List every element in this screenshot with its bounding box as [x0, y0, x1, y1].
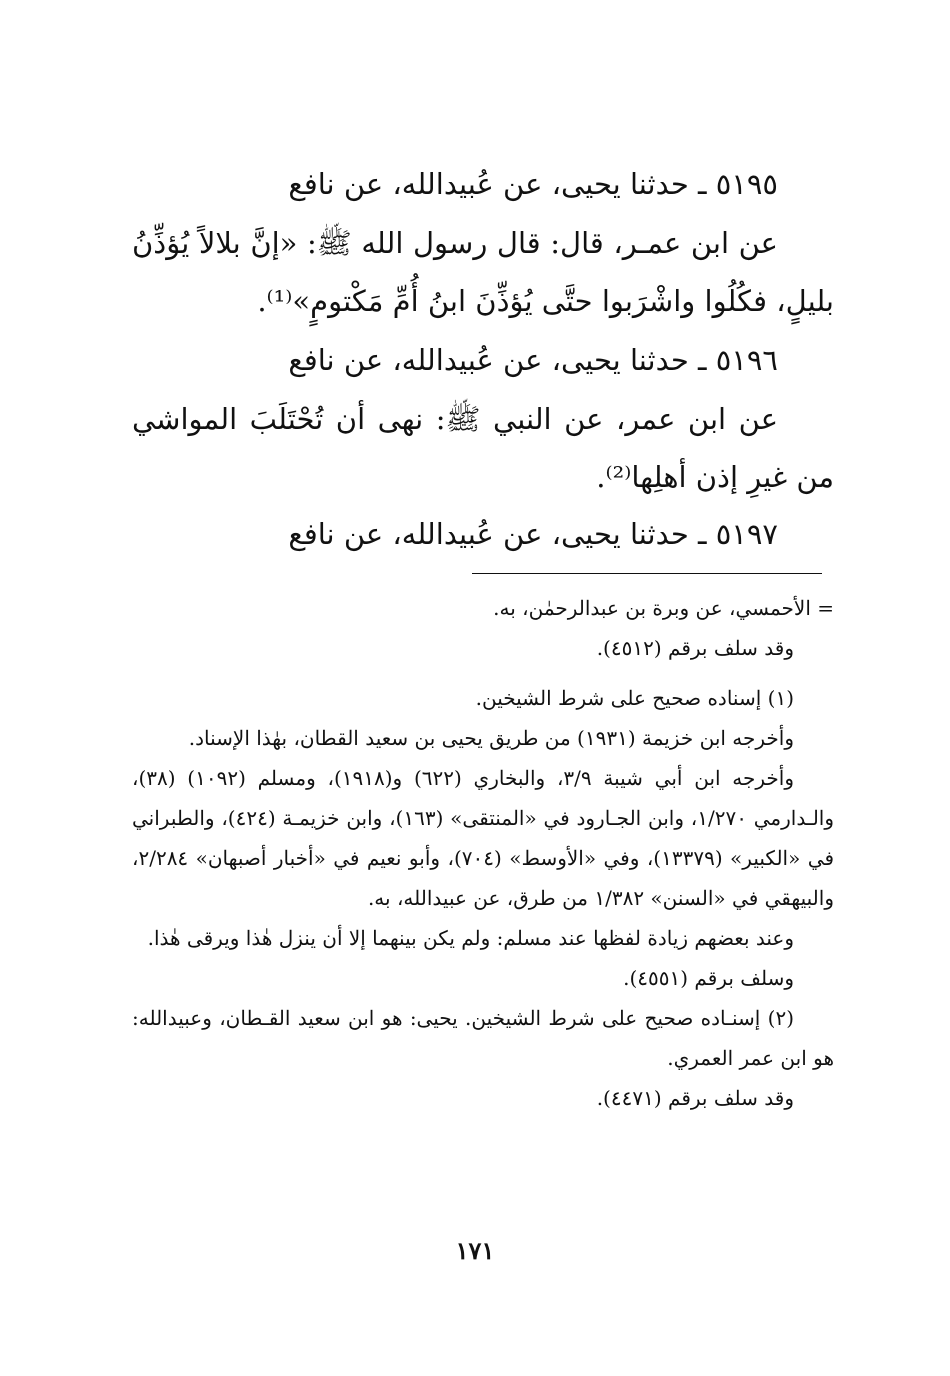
hadith-5196-text: عن ابن عمر، عن النبي ﷺ: نهى أن تُحْتَلَبَ المواشي من غيرِ إذن أهلِها⁽²⁾.	[132, 402, 834, 494]
footnote-continuation: = الأحمسي، عن وبرة بن عبدالرحمٰن، به.	[493, 596, 834, 620]
footnote-continuation-ref: وقد سلف برقم (٤٥١٢).	[596, 636, 794, 660]
hadith-5196-chain: ٥١٩٦ ـ حدثنا يحيى، عن عُبيدالله، عن نافع	[288, 343, 778, 377]
footnote-1-grade: (١) إسناده صحيح على شرط الشيخين.	[475, 686, 794, 710]
footnote-1-addition: وعند بعضهم زيادة لفظها عند مسلم: ولم يكن بينهما إلا أن ينزل هٰذا ويرقى هٰذا.	[147, 926, 794, 950]
hadith-5197-chain: ٥١٩٧ ـ حدثنا يحيى، عن عُبيدالله، عن نافع	[288, 517, 778, 551]
page-number: ١٧١	[455, 1236, 495, 1265]
footnote-1-ref: وسلف برقم (٤٥٥١).	[623, 966, 794, 990]
footnote-1-source: وأخرجه ابن خزيمة (١٩٣١) من طريق يحيى بن سعيد القطان، بهٰذا الإسناد.	[188, 726, 794, 750]
footnotes	[132, 588, 834, 1118]
hadith-5195-chain: ٥١٩٥ ـ حدثنا يحيى، عن عُبيدالله، عن نافع	[288, 167, 778, 201]
footnote-2-grade: (٢) إسنـاده صحيح على شرط الشيخين. يحيى: هو ابن سعيد القـطان، وعبيدالله: هو ابن عمر العمري.	[132, 1006, 834, 1070]
footnote-separator	[472, 573, 822, 574]
hadith-5195-text: عن ابن عمـر، قال: قال رسول الله ﷺ: «إنَّ بلالاً يُؤذِّنُ بليلٍ، فكُلُوا واشْرَبوا حتَّى يُؤذِّنَ ابنُ أُمِّ مَكْتومٍ»⁽¹⁾.	[132, 226, 834, 318]
footnote-1-sources-more: وأخرجه ابن أبي شيبة ٣/٩، والبخاري (٦٢٢) و(١٩١٨)، ومسلم (١٠٩٢) (٣٨)، والـدارمي ١/٢٧٠، وابن الجـارود في «المنتقى» (١٦٣)، وابن خزيمـة (٤٢٤)، والطبراني في «الكبير» (١٣٣٧٩)، وفي «الأوسط» (٧٠٤)، وأبو نعيم في «أخبار أصبهان» ٢/٢٨٤، والبيهقي في «السنن» ١/٣٨٢ من طرق، عن عبيدالله، به.	[132, 766, 835, 910]
footnote-2-ref: وقد سلف برقم (٤٤٧١).	[596, 1086, 794, 1110]
main-text	[132, 158, 834, 564]
footnote-gap	[132, 668, 834, 678]
